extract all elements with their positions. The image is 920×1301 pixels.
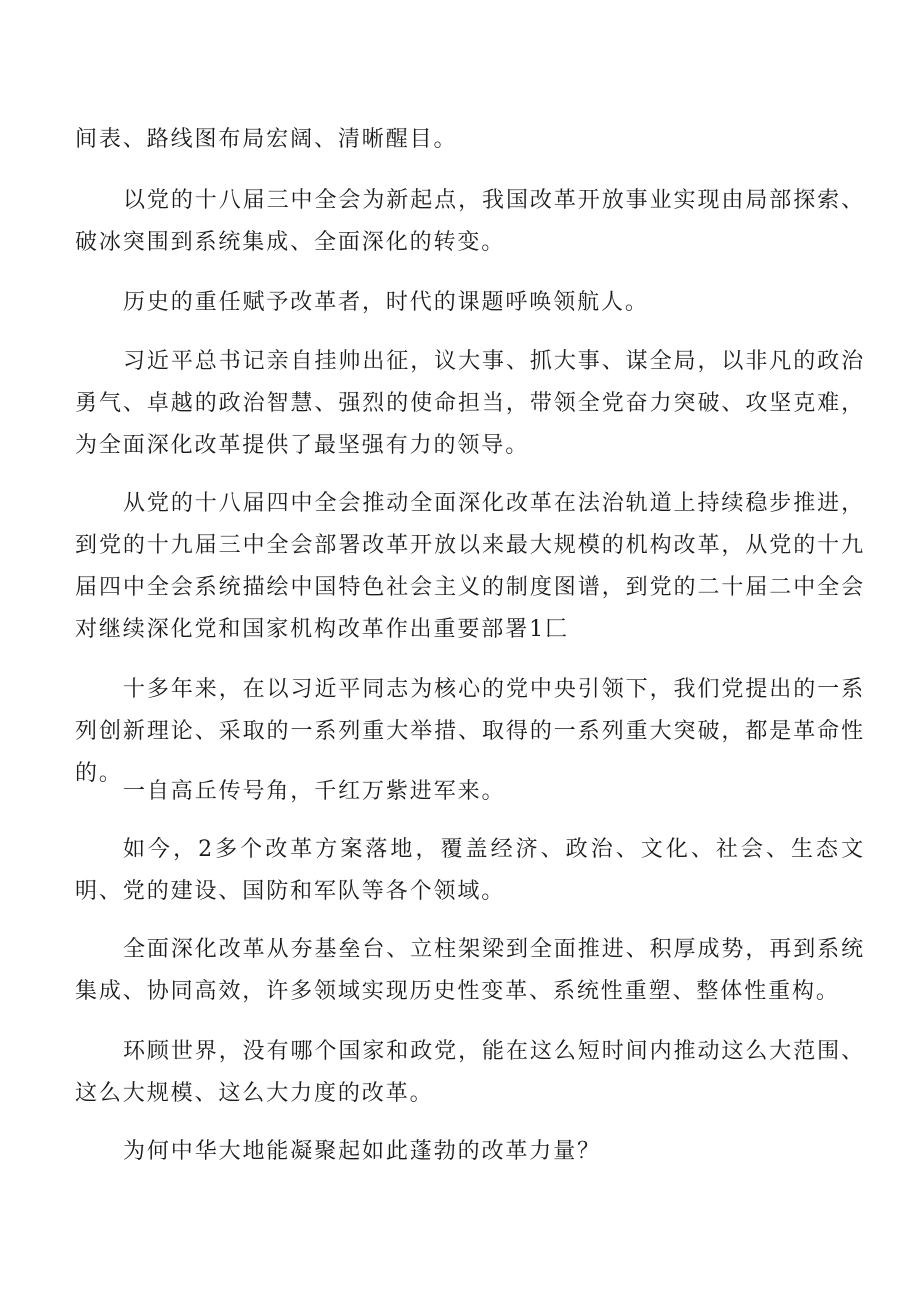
paragraph: 历史的重任赋予改革者，时代的课题呼唤领航人。 xyxy=(123,290,649,315)
paragraph-continued: 间表、路线图布局宏阔、清晰醒目。 xyxy=(75,127,458,152)
paragraph: 为何中华大地能凝聚起如此蓬勃的改革力量？ xyxy=(123,1139,602,1164)
paragraph: 以党的十八届三中全会为新起点，我国改革开放事业实现由局部探索、破冰突围到系统集成、全面深化的转变。 xyxy=(75,188,865,255)
paragraph: 如今，2多个改革方案落地，覆盖经济、政治、文化、社会、生态文明、党的建设、国防和军队等各个领域。 xyxy=(75,837,865,904)
paragraph: 习近平总书记亲自挂帅出征，议大事、抓大事、谋全局，以非凡的政治勇气、卓越的政治智慧、强烈的使命担当，带领全党奋力突破、攻坚克难，为全面深化改革提供了最坚强有力的领导。 xyxy=(75,349,865,458)
paragraph: 从党的十八届四中全会推动全面深化改革在法治轨道上持续稳步推进，到党的十九届三中全会部署改革开放以来最大规模的机构改革，从党的十九届四中全会系统描绘中国特色社会主义的制度图谱，到党的二十届二中全会对继续深化党和国家机构改革作出重要部署1匚 xyxy=(75,491,865,642)
paragraph: 环顾世界，没有哪个国家和政党，能在这么短时间内推动这么大范围、这么大规模、这么大力度的改革。 xyxy=(75,1039,865,1106)
paragraph: 十多年来，在以习近平同志为核心的党中央引领下，我们党提出的一系列创新理论、采取的一系列重大举措、取得的一系列重大突破，都是革命性的。 xyxy=(75,677,865,786)
paragraph: 全面深化改革从夯基垒台、立柱架梁到全面推进、积厚成势，再到系统集成、协同高效，许多领域实现历史性变革、系统性重塑、整体性重构。 xyxy=(75,937,865,1004)
paragraph: 一自高丘传号角，千红万紫进军来。 xyxy=(123,779,506,804)
